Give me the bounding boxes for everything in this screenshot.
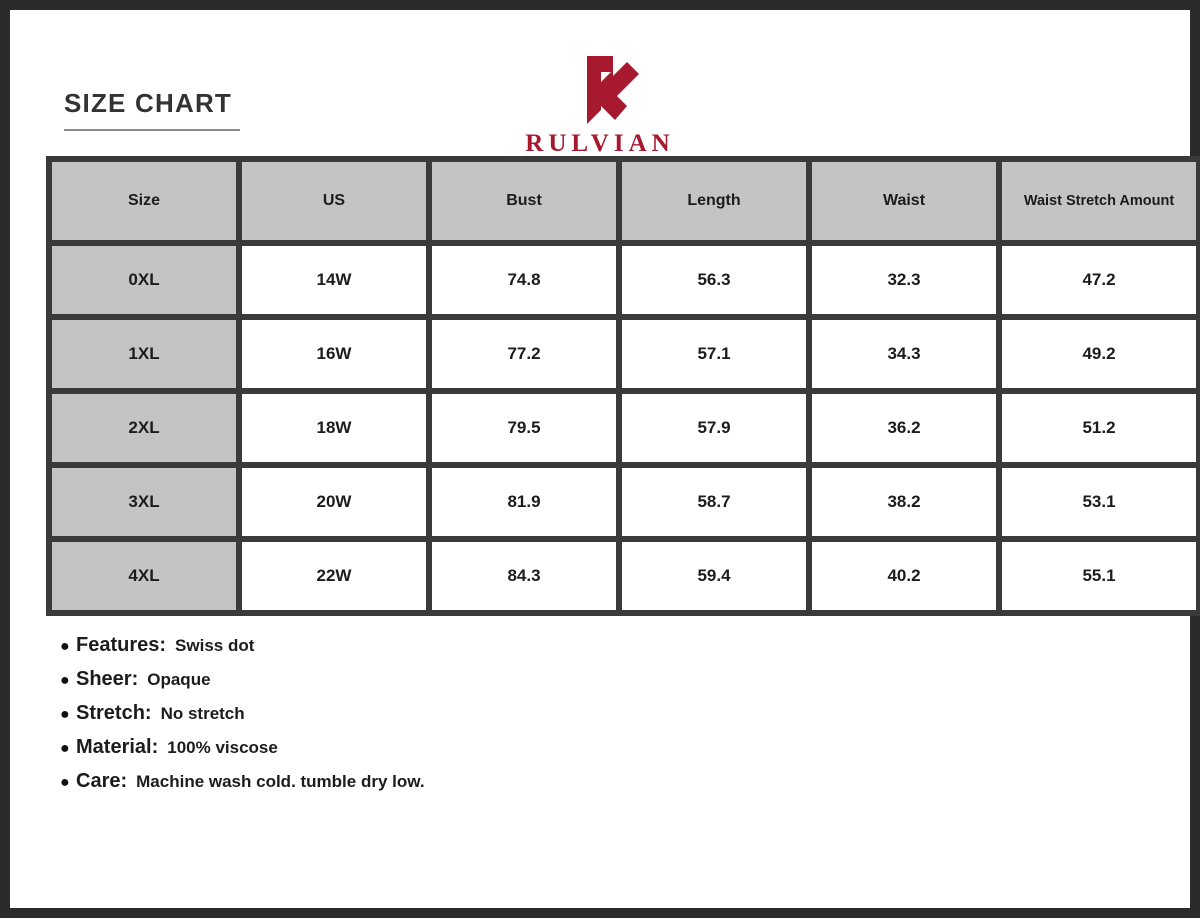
column-header-bust: Bust [429,159,619,243]
detail-value: Opaque [147,670,211,689]
detail-label: Features: [76,634,167,656]
cell-bust: 81.9 [429,465,619,539]
cell-us: 16W [239,317,429,391]
cell-length: 59.4 [619,539,809,613]
cell-size: 2XL [49,391,239,465]
cell-us: 22W [239,539,429,613]
product-details-list [60,634,1154,793]
cell-waist-stretch: 53.1 [999,465,1199,539]
cell-waist-stretch: 55.1 [999,539,1199,613]
cell-waist-stretch: 51.2 [999,391,1199,465]
bullet-icon: ● [60,774,70,791]
cell-length: 58.7 [619,465,809,539]
table-row [49,243,1199,317]
bullet-icon: ● [60,740,70,757]
column-header-us: US [239,159,429,243]
bullet-icon: ● [60,706,70,723]
list-item [60,702,1154,725]
detail-label: Material: [76,736,159,758]
cell-size: 4XL [49,539,239,613]
column-header-waist-stretch-amount: Waist Stretch Amount [999,159,1199,243]
list-item [60,634,1154,657]
column-header-waist: Waist [809,159,999,243]
bullet-icon: ● [60,672,70,689]
cell-waist: 38.2 [809,465,999,539]
table-row [49,317,1199,391]
cell-length: 57.9 [619,391,809,465]
rulvian-monogram-icon [557,54,643,126]
detail-value: No stretch [160,704,245,723]
detail-label: Sheer: [76,668,139,690]
cell-waist: 34.3 [809,317,999,391]
cell-bust: 77.2 [429,317,619,391]
cell-waist-stretch: 47.2 [999,243,1199,317]
list-item [60,736,1154,759]
list-item [60,668,1154,691]
detail-value: 100% viscose [167,738,278,757]
list-item [60,770,1154,793]
cell-waist: 36.2 [809,391,999,465]
brand-name: RULVIAN [525,130,675,157]
detail-value: Swiss dot [175,636,255,655]
brand-block [46,54,1154,158]
cell-size: 1XL [49,317,239,391]
table-header-row [49,159,1199,243]
page-title: SIZE CHART [64,88,232,118]
header [46,36,1154,156]
cell-waist: 32.3 [809,243,999,317]
cell-us: 18W [239,391,429,465]
cell-us: 14W [239,243,429,317]
cell-bust: 74.8 [429,243,619,317]
cell-size: 0XL [49,243,239,317]
table-row [49,465,1199,539]
size-chart-sheet [10,10,1190,908]
column-header-length: Length [619,159,809,243]
cell-length: 57.1 [619,317,809,391]
cell-length: 56.3 [619,243,809,317]
detail-value: Machine wash cold. tumble dry low. [136,772,425,791]
cell-waist-stretch: 49.2 [999,317,1199,391]
table-row [49,539,1199,613]
bullet-icon: ● [60,638,70,655]
cell-size: 3XL [49,465,239,539]
size-chart-table [46,156,1200,616]
cell-bust: 79.5 [429,391,619,465]
cell-waist: 40.2 [809,539,999,613]
cell-bust: 84.3 [429,539,619,613]
detail-label: Care: [76,770,128,792]
cell-us: 20W [239,465,429,539]
detail-label: Stretch: [76,702,152,724]
column-header-size: Size [49,159,239,243]
table-row [49,391,1199,465]
